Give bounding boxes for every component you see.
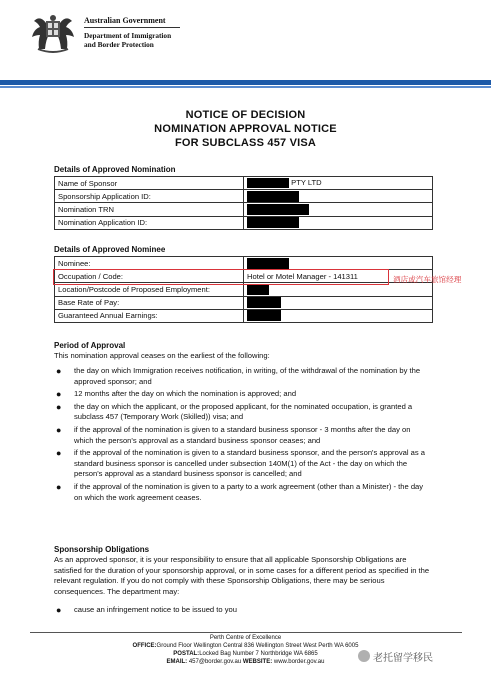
notice-visa-subclass: FOR SUBCLASS 457 VISA xyxy=(174,137,317,149)
branding-divider xyxy=(84,27,180,28)
occupation-code-value: Hotel or Motel Manager - 141311 xyxy=(244,270,433,283)
obligations-text: As an approved sponsor, it is your responsibility to ensure that all applicable Sponsorship Obligations are satisfied for the duration of your sponsorship approval, or in some cases for a different period as specified in the relevant regulation. If you do not comply with these Sponsorship Obligations, there may be serious consequences. The department may: xyxy=(54,555,430,596)
office-address: Ground Floor Wellington Central 836 Wellington Street West Perth WA 6005 xyxy=(156,643,359,649)
table-row xyxy=(55,309,433,322)
website-label: WEBSITE: xyxy=(242,659,273,665)
redaction-block xyxy=(247,217,299,228)
website-address: www.border.gov.au xyxy=(273,659,325,665)
header-rule xyxy=(0,80,491,85)
table-row xyxy=(55,216,433,229)
government-name: Australian Government xyxy=(84,16,166,25)
obligation-text: cause an infringement notice to be issued to you xyxy=(74,605,237,614)
list-item xyxy=(54,448,430,480)
footer-centre: Perth Centre of Excellence xyxy=(209,635,282,641)
nominee-label: Nominee: xyxy=(55,257,244,270)
condition-text: the day on which Immigration receives notification, in writing, of the withdrawal of the nomination by the approved sponsor; and xyxy=(74,366,421,386)
bullet-icon: ● xyxy=(56,605,62,615)
table-row xyxy=(55,190,433,203)
employment-location-label: Location/Postcode of Proposed Employment: xyxy=(55,283,244,296)
occupation-annotation: 酒店或汽车旅馆经理 xyxy=(393,275,462,284)
table-row xyxy=(55,203,433,216)
sponsorship-application-id-value xyxy=(244,190,433,203)
occupation-highlight-box xyxy=(53,269,389,285)
redaction-block xyxy=(247,297,281,308)
nomination-application-id-label: Nomination Application ID: xyxy=(55,216,244,229)
nomination-heading: Details of Approved Nomination xyxy=(54,165,176,174)
redaction-block xyxy=(247,178,289,188)
nominee-table xyxy=(54,256,433,323)
condition-text: if the approval of the nomination is given to a party to a work agreement (other than a Minister) - the day on which the work agreement ceases. xyxy=(74,481,424,502)
table-row xyxy=(55,177,433,190)
list-item xyxy=(54,402,430,423)
redaction-block xyxy=(247,310,281,321)
obligations-heading: Sponsorship Obligations xyxy=(54,545,150,554)
postal-address: Locked Bag Number 7 Northbridge WA 6865 xyxy=(199,651,318,657)
government-branding xyxy=(84,16,180,50)
email-label: EMAIL: xyxy=(166,659,188,665)
redaction-block xyxy=(247,258,289,269)
condition-text: the day on which the applicant, or the proposed applicant, for the nominated occupation, is granted a subclass 457 (Temporary Work (Skilled)) visa; and xyxy=(74,401,413,422)
postal-label: POSTAL: xyxy=(173,651,200,657)
list-item xyxy=(54,366,430,387)
table-row xyxy=(55,257,433,270)
annual-earnings-label: Guaranteed Annual Earnings: xyxy=(55,309,244,322)
footer-rule xyxy=(30,632,462,633)
bullet-icon: ● xyxy=(56,389,62,400)
coat-of-arms-icon xyxy=(28,13,78,55)
obligations-list xyxy=(54,605,430,618)
occupation-code-label: Occupation / Code: xyxy=(55,270,244,283)
list-item xyxy=(54,425,430,446)
nominee-value xyxy=(244,257,433,270)
period-heading: Period of Approval xyxy=(54,341,126,350)
bullet-icon: ● xyxy=(56,481,62,492)
nomination-table xyxy=(54,176,433,230)
notice-subtitle: NOMINATION APPROVAL NOTICE xyxy=(154,123,337,135)
header-rule-thin xyxy=(0,86,491,88)
watermark-logo-icon xyxy=(358,650,370,662)
bullet-icon: ● xyxy=(56,366,62,376)
sponsor-name-value xyxy=(244,177,433,190)
annual-earnings-value xyxy=(244,309,433,322)
condition-text: 12 months after the day on which the nomination is approved; and xyxy=(74,389,297,399)
department-name-line1: Department of Immigration xyxy=(84,31,172,41)
nomination-trn-label: Nomination TRN xyxy=(55,203,244,216)
sponsor-name-suffix: PTY LTD xyxy=(291,178,322,188)
redaction-block xyxy=(247,204,309,215)
list-item xyxy=(54,389,430,400)
period-conditions-list xyxy=(54,366,430,505)
base-rate-label: Base Rate of Pay: xyxy=(55,296,244,309)
nominee-heading: Details of Approved Nominee xyxy=(54,245,166,254)
sponsor-name-label: Name of Sponsor xyxy=(55,177,244,190)
period-intro: This nomination approval ceases on the earliest of the following: xyxy=(54,351,270,360)
list-item xyxy=(54,482,430,503)
base-rate-value xyxy=(244,296,433,309)
bullet-icon: ● xyxy=(56,448,62,459)
redaction-block xyxy=(247,284,269,295)
notice-title: NOTICE OF DECISION xyxy=(185,109,306,121)
condition-text: if the approval of the nomination is given to a standard business sponsor, and the person's approval as a standard business sponsor is cancelled under subsection 140M(1) of the Act - the day on which the person's approval as a standard business sponsor is cancelled; and xyxy=(74,448,425,479)
nomination-trn-value xyxy=(244,203,433,216)
watermark-text: 老托留学移民 xyxy=(373,653,433,664)
nomination-application-id-value xyxy=(244,216,433,229)
bullet-icon: ● xyxy=(56,401,62,412)
list-item xyxy=(54,605,430,616)
redaction-block xyxy=(247,191,299,202)
sponsorship-application-id-label: Sponsorship Application ID: xyxy=(55,190,244,203)
bullet-icon: ● xyxy=(56,424,62,435)
table-row xyxy=(55,296,433,309)
email-address: 457@border.gov.au xyxy=(188,659,242,665)
department-name-line2: and Border Protection xyxy=(84,40,154,50)
condition-text: if the approval of the nomination is given to a standard business sponsor - 3 months after the day on which the person's approval as a standard business sponsor ceases; and xyxy=(74,424,411,445)
office-label: OFFICE: xyxy=(132,643,157,649)
